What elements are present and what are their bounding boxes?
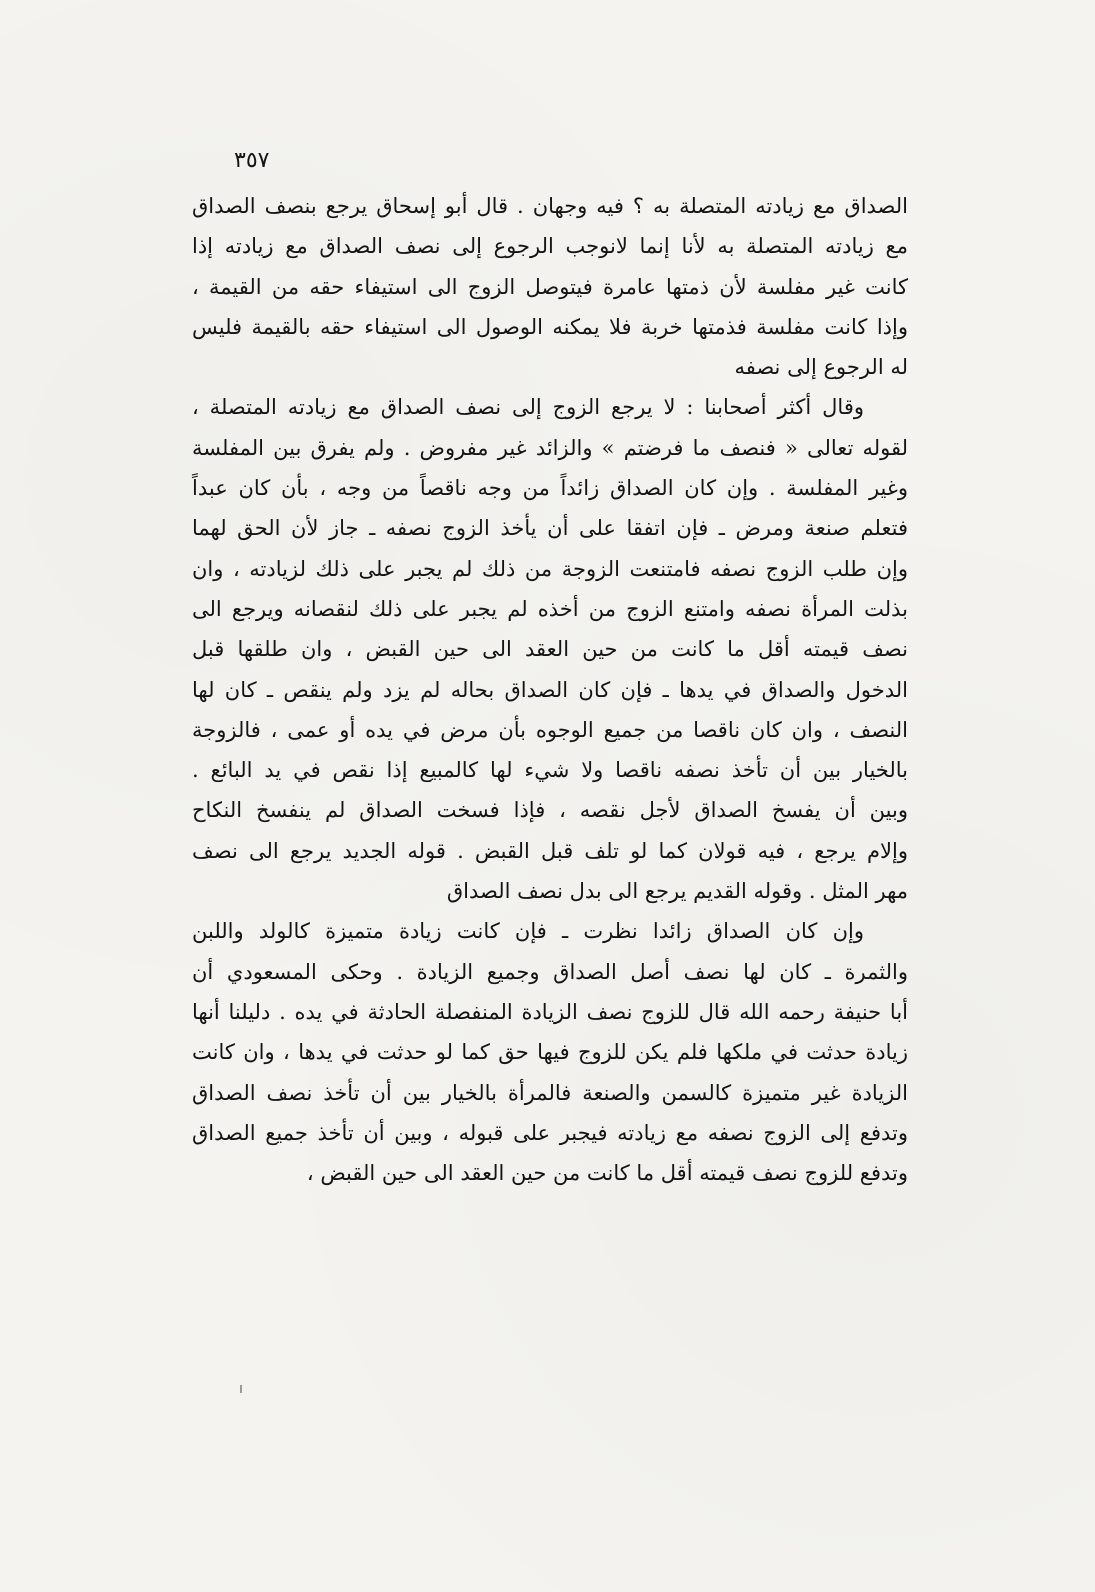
page-number: ٣٥٧ [234, 148, 270, 173]
text-line: وإن طلب الزوج نصفه فامتنعت الزوجة من ذلك لم يجبر على ذلك لزيادته ، وان [192, 556, 908, 581]
paragraph [192, 186, 908, 387]
text-line: والثمرة ـ كان لها نصف أصل الصداق وجميع الزيادة . وحكى المسعودي أن [192, 959, 908, 984]
text-line: الصداق مع زيادته المتصلة به ؟ فيه وجهان . قال أبو إسحاق يرجع بنصف الصداق [192, 194, 908, 218]
text-line: أبا حنيفة رحمه الله قال للزوج نصف الزيادة المنفصلة الحادثة في يده . دليلنا أنها [192, 999, 908, 1024]
body-text [192, 186, 908, 1193]
text-line: فتعلم صنعة ومرض ـ فإن اتفقا على أن يأخذ الزوج نصفه ـ جاز لأن الحق لهما [192, 516, 908, 541]
text-line: لقوله تعالى « فنصف ما فرضتم » والزائد غير مفروض . ولم يفرق بين المفلسة [192, 435, 908, 460]
text-line: وتدفع إلى الزوج نصفه مع زيادته فيجبر على قبوله ، وبين أن تأخذ جميع الصداق [192, 1120, 908, 1145]
text-line: بالخيار بين أن تأخذ نصفه ناقصا ولا شيء لها كالمبيع إذا نقص في يد البائع . [192, 758, 908, 783]
text-line: مع زيادته المتصلة به لأنا إنما لانوجب الرجوع إلى نصف الصداق مع زيادته إذا [192, 234, 908, 259]
text-line: له الرجوع إلى نصفه [734, 355, 908, 380]
text-line: نصف قيمته أقل ما كانت من حين العقد الى حين القبض ، وان طلقها قبل [192, 637, 908, 662]
text-line: مهر المثل . وقوله القديم يرجع الى بدل نصف الصداق [446, 879, 908, 904]
text-line: زيادة حدثت في ملكها فلم يكن للزوج فيها حق كما لو حدثت في يدها ، وان كانت [192, 1040, 908, 1065]
text-line: وتدفع للزوج نصف قيمته أقل ما كانت من حين العقد الى حين القبض ، [306, 1161, 908, 1186]
text-line: وبين أن يفسخ الصداق لأجل نقصه ، فإذا فسخت الصداق لم ينفسخ النكاح [192, 798, 908, 823]
text-line: وقال أكثر أصحابنا : لا يرجع الزوج إلى نصف الصداق مع زيادته المتصلة ، [192, 395, 864, 420]
text-line: وإلام يرجع ، فيه قولان كما لو تلف قبل القبض . قوله الجديد يرجع الى نصف [192, 838, 908, 863]
text-line: كانت غير مفلسة لأن ذمتها عامرة فيتوصل الزوج الى استيفاء حقه من القيمة ، [192, 274, 908, 299]
paragraph [192, 387, 908, 911]
scan-speck [240, 1385, 242, 1393]
text-line: الزيادة غير متميزة كالسمن والصنعة فالمرأة بالخيار بين أن تأخذ نصف الصداق [192, 1080, 908, 1105]
text-line: الدخول والصداق في يدها ـ فإن كان الصداق بحاله لم يزد ولم ينقص ـ كان لها [192, 677, 908, 702]
text-line: النصف ، وان كان ناقصا من جميع الوجوه بأن مرض في يده أو عمى ، فالزوجة [192, 717, 908, 742]
text-line: وغير المفلسة . وإن كان الصداق زائداً من وجه ناقصاً من وجه ، بأن كان عبداً [192, 476, 908, 501]
text-line: وإذا كانت مفلسة فذمتها خربة فلا يمكنه الوصول الى استيفاء حقه بالقيمة فليس [192, 314, 908, 339]
text-line: وإن كان الصداق زائدا نظرت ـ فإن كانت زيادة متميزة كالولد واللبن [192, 919, 864, 944]
text-line: بذلت المرأة نصفه وامتنع الزوج من أخذه لم يجبر على ذلك لنقصانه ويرجع الى [192, 596, 908, 621]
paragraph [192, 911, 908, 1193]
